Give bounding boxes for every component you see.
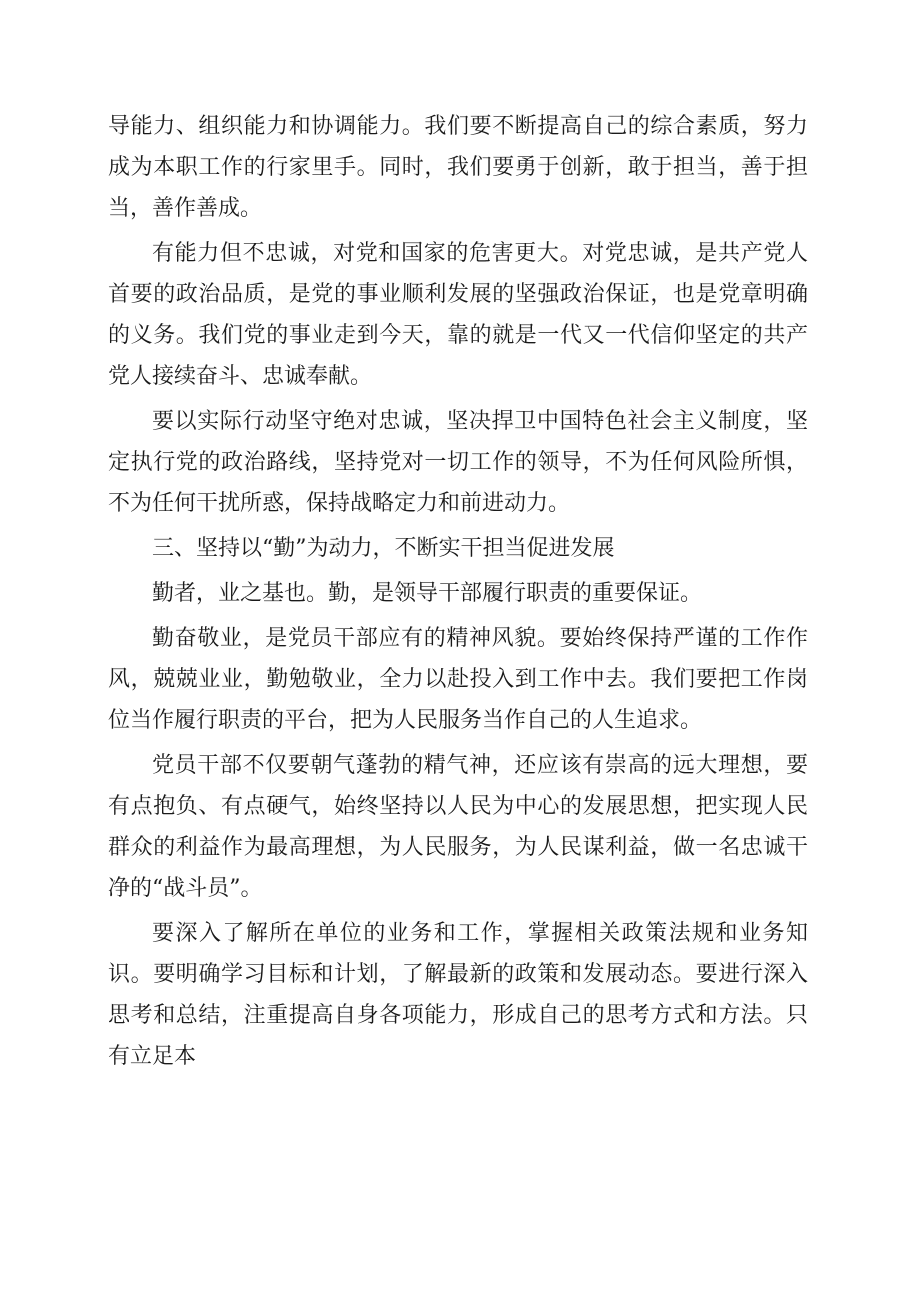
paragraph: 要以实际行动坚守绝对忠诚，坚决捍卫中国特色社会主义制度，坚定执行党的政治路线，坚持党对一切工作的领导，不为任何风险所惧，不为任何干扰所惑，保持战略定力和前进动力。 [108, 409, 808, 516]
paragraph: 导能力、组织能力和协调能力。我们要不断提高自己的综合素质，努力成为本职工作的行家里手。同时，我们要勇于创新，敢于担当，善于担当，善作善成。 [108, 114, 808, 221]
paragraph: 有能力但不忠诚，对党和国家的危害更大。对党忠诚，是共产党人首要的政治品质，是党的事业顺利发展的坚强政治保证，也是党章明确的义务。我们党的事业走到今天，靠的就是一代又一代信仰坚定的共产党人接续奋斗、忠诚奉献。 [108, 241, 808, 389]
paragraph: 勤奋敬业，是党员干部应有的精神风貌。要始终保持严谨的工作作风，兢兢业业，勤勉敬业，全力以赴投入到工作中去。我们要把工作岗位当作履行职责的平台，把为人民服务当作自己的人生追求。 [108, 626, 808, 733]
paragraph: 要深入了解所在单位的业务和工作，掌握相关政策法规和业务知识。要明确学习目标和计划，了解最新的政策和发展动态。要进行深入思考和总结，注重提高自身各项能力，形成自己的思考方式和方法。只有立足本 [108, 921, 808, 1069]
document-body [108, 106, 808, 1081]
section-heading: 三、坚持以“勤”为动力，不断实干担当促进发展 [152, 536, 615, 561]
paragraph: 勤者，业之基也。勤，是领导干部履行职责的重要保证。 [152, 581, 703, 606]
paragraph: 党员干部不仅要朝气蓬勃的精气神，还应该有崇高的远大理想，要有点抱负、有点硬气，始终坚持以人民为中心的发展思想，把实现人民群众的利益作为最高理想，为人民服务，为人民谋利益，做一名忠诚干净的“战斗员”。 [108, 753, 808, 901]
